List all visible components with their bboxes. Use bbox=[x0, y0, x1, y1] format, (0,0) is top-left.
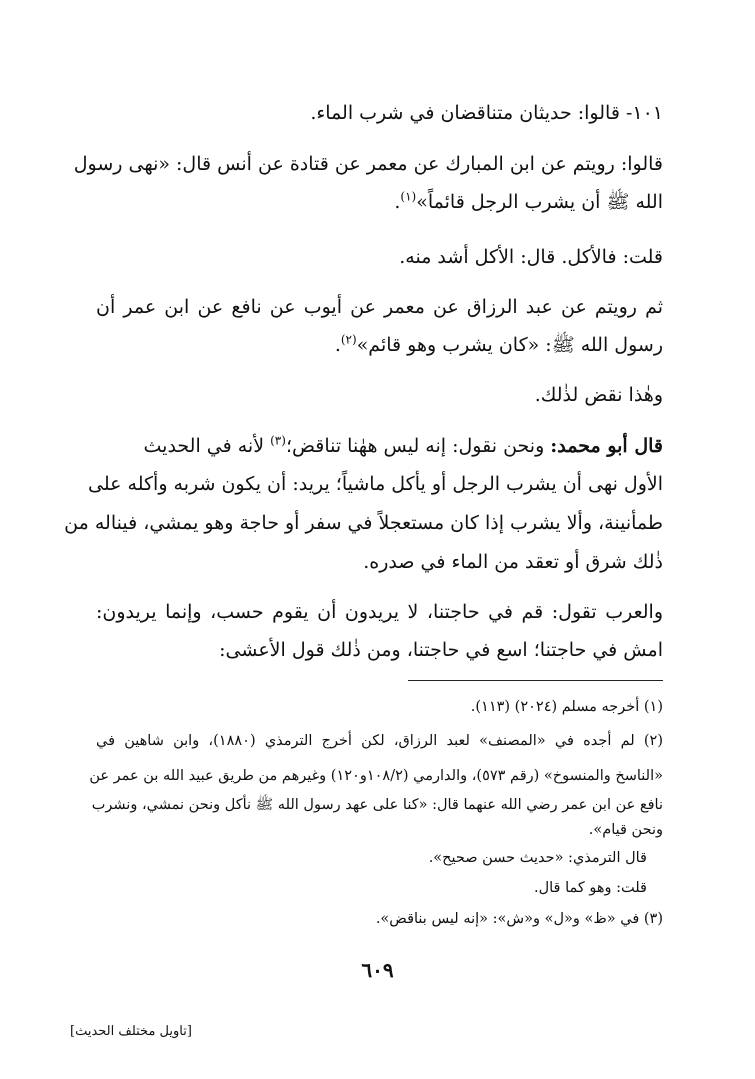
text-line: ذٰلك شرق أو تعقد من الماء في صدره. bbox=[363, 551, 663, 573]
text-line: امش في حاجتنا؛ اسع في حاجتنا، ومن ذٰلك قول الأعشى: bbox=[219, 639, 663, 661]
footnote-ref-1: (١) bbox=[400, 189, 417, 204]
footnote: (١) أخرجه مسلم (٢٠٢٤) (١١٣). bbox=[470, 699, 663, 715]
text-line: قال أبو محمد: ونحن نقول: إنه ليس ههٰنا تناقض؛$^{(٣)}$ لأنه في الحديث bbox=[143, 433, 663, 457]
text-line: طمأنينة، وألا يشرب إذا كان مستعجلاً في سفر أو حاجة وهو يمشي، فيناله من bbox=[64, 512, 663, 534]
text-line: الله ﷺ أن يشرب الرجل قائماً»$^{(١)}$. bbox=[394, 189, 663, 213]
text-line: رسول الله ﷺ: «كان يشرب وهو قائم»$^{(٢)}$. bbox=[334, 332, 663, 356]
page-number: ٦٠٩ bbox=[361, 958, 394, 982]
footnote-separator bbox=[408, 680, 663, 681]
book-title: [تاويل مختلف الحديث] bbox=[70, 1024, 192, 1039]
footnote: قلت: وهو كما قال. bbox=[533, 880, 647, 896]
footnote: قال الترمذي: «حديث حسن صحيح». bbox=[428, 850, 647, 866]
text-line: الأول نهى أن يشرب الرجل أو يأكل ماشياً؛ يريد: أن يكون شربه وأكله على bbox=[88, 473, 663, 495]
text-line: وهٰذا نقض لذٰلك. bbox=[534, 384, 663, 406]
footnote-ref-3: (٣) bbox=[270, 433, 286, 448]
footnote: «الناسخ والمنسوخ» (رقم ٥٧٣)، والدارمي (١٠٨/٢و١٢٠) وغيرهم من طريق عبيد الله بن عمر عن bbox=[89, 768, 663, 784]
footnote: نافع عن ابن عمر رضي الله عنهما قال: «كنا على عهد رسول الله ﷺ نأكل ونحن نمشي، ونشرب bbox=[91, 797, 663, 813]
text-line: قالوا: رويتم عن ابن المبارك عن معمر عن قتادة عن أنس قال: «نهى رسول bbox=[73, 153, 663, 175]
text-line: والعرب تقول: قم في حاجتنا، لا يريدون أن يقوم حسب، وإنما يريدون: bbox=[96, 601, 663, 623]
text-line: قلت: فالأكل. قال: الأكل أشد منه. bbox=[399, 246, 663, 268]
speaker-label: قال أبو محمد: bbox=[550, 435, 663, 457]
section-heading: ١٠١- قالوا: حديثان متناقضان في شرب الماء. bbox=[310, 102, 663, 124]
footnote: (٣) في «ظ» و«ل» و«ش»: «إنه ليس بناقض». bbox=[375, 911, 663, 927]
text-line: ثم رويتم عن عبد الرزاق عن معمر عن أيوب عن نافع عن ابن عمر أن bbox=[96, 296, 663, 318]
footnote: (٢) لم أجده في «المصنف» لعبد الرزاق، لكن أخرج الترمذي (١٨٨٠)، وابن شاهين في bbox=[96, 733, 663, 749]
footnote-ref-2: (٢) bbox=[340, 332, 357, 347]
footnote: ونحن قيام». bbox=[588, 822, 663, 838]
